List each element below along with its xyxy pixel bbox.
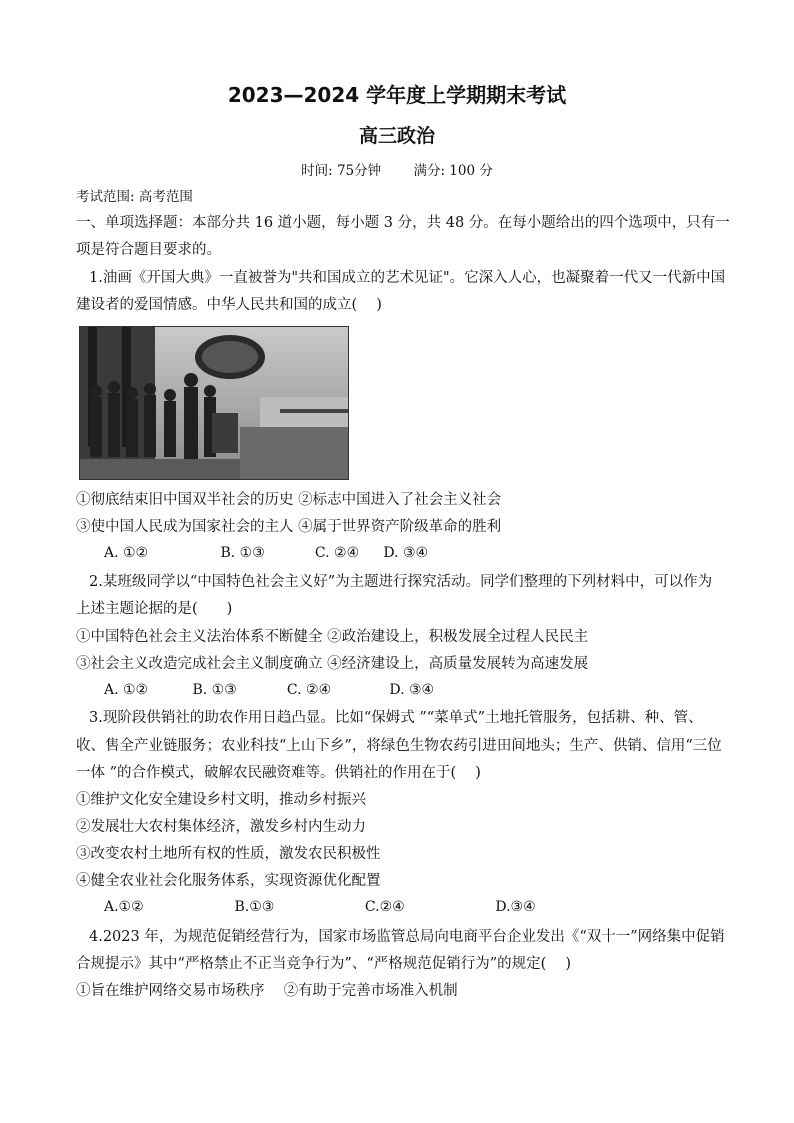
q3-option-a[interactable]: A.①② — [104, 899, 144, 915]
q3-option-d[interactable]: D.③④ — [495, 899, 536, 915]
q2-option-b[interactable]: B. ①③ — [192, 682, 237, 698]
section-intro-line1: 一、单项选择题：本部分共 16 道小题，每小题 3 分，共 48 分。在每小题给出的四个选项中，只有一 — [76, 215, 730, 231]
q3-option-c[interactable]: C.②④ — [364, 899, 405, 915]
painting-image — [79, 326, 349, 480]
q3-stem-line3: 一体 ”的合作模式，破解农民融资难等。供销社的作用在于( ) — [76, 765, 481, 781]
q4-stem-line1: 4.2023 年，为规范促销经营行为，国家市场监管总局向电商平台企业发出《“双十一”网络集中促销 — [89, 929, 725, 945]
q1-stem-line1: 1.油画《开国大典》一直被誉为"共和国成立的艺术见证"。它深入人心，也凝聚着一代又一代新中国 — [89, 270, 726, 286]
exam-scope: 考试范围: 高考范围 — [76, 189, 193, 205]
exam-meta — [0, 159, 794, 179]
q3-options — [104, 899, 536, 915]
q3-statement-4: ④健全农业社会化服务体系，实现资源优化配置 — [76, 873, 381, 889]
q3-statement-3: ③改变农村土地所有权的性质，激发农民积极性 — [76, 846, 381, 862]
exam-subject: 高三政治 — [358, 125, 435, 147]
painting-illustration — [80, 327, 348, 479]
q1-statements-line1: ①彻底结束旧中国双半社会的历史 ②标志中国进入了社会主义社会 — [76, 492, 502, 508]
q2-options — [104, 682, 434, 698]
q3-statement-2: ②发展壮大农村集体经济，激发乡村内生动力 — [76, 819, 366, 835]
q2-option-d[interactable]: D. ③④ — [389, 682, 435, 698]
q2-statements-line2: ③社会主义改造完成社会主义制度确立 ④经济建设上，高质量发展转为高速发展 — [76, 656, 589, 672]
exam-time: 时间: 75分钟 — [301, 163, 382, 179]
q3-option-b[interactable]: B.①③ — [234, 899, 275, 915]
q4-stem-line2: 合规提示》其中“严格禁止不正当竞争行为”、“严格规范促销行为”的规定( ) — [76, 956, 572, 972]
q2-stem-line2: 上述主题论据的是( ) — [76, 601, 233, 617]
q3-statement-1: ①维护文化安全建设乡村文明，推动乡村振兴 — [76, 792, 366, 808]
q1-stem-line2: 建设者的爱国情感。中华人民共和国的成立( ) — [76, 297, 382, 313]
q3-stem-line1: 3.现阶段供销社的助农作用日趋凸显。比如“保姆式 ”“菜单式”土地托管服务，包括耕、种、管、 — [89, 710, 703, 726]
q1-option-a[interactable]: A. ①② — [104, 545, 149, 561]
q3-stem-line2: 收、售全产业链服务；农业科技“上山下乡”，将绿色生物农药引进田间地头；生产、供销、信用“三位 — [76, 738, 722, 754]
exam-score: 满分: 100 分 — [413, 163, 493, 179]
q2-statements-line1: ①中国特色社会主义法治体系不断健全 ②政治建设上，积极发展全过程人民民主 — [76, 629, 589, 645]
q2-option-c[interactable]: C. ②④ — [286, 682, 332, 698]
q1-option-d[interactable]: D. ③④ — [383, 545, 429, 561]
q1-options — [104, 545, 428, 561]
q1-option-c[interactable]: C. ②④ — [314, 545, 360, 561]
q4-statements-line1: ①旨在维护网络交易市场秩序 ②有助于完善市场准入机制 — [76, 983, 458, 999]
section-intro-line2: 项是符合题目要求的。 — [76, 242, 221, 258]
exam-title: 2023—2024 学年度上学期期末考试 — [227, 83, 567, 107]
q2-stem-line1: 2.某班级同学以“中国特色社会主义好”为主题进行探究活动。同学们整理的下列材料中，可以作为 — [89, 574, 713, 590]
q1-option-b[interactable]: B. ①③ — [220, 545, 265, 561]
q2-option-a[interactable]: A. ①② — [104, 682, 149, 698]
q1-statements-line2: ③使中国人民成为国家社会的主人 ④属于世界资产阶级革命的胜利 — [76, 519, 502, 535]
